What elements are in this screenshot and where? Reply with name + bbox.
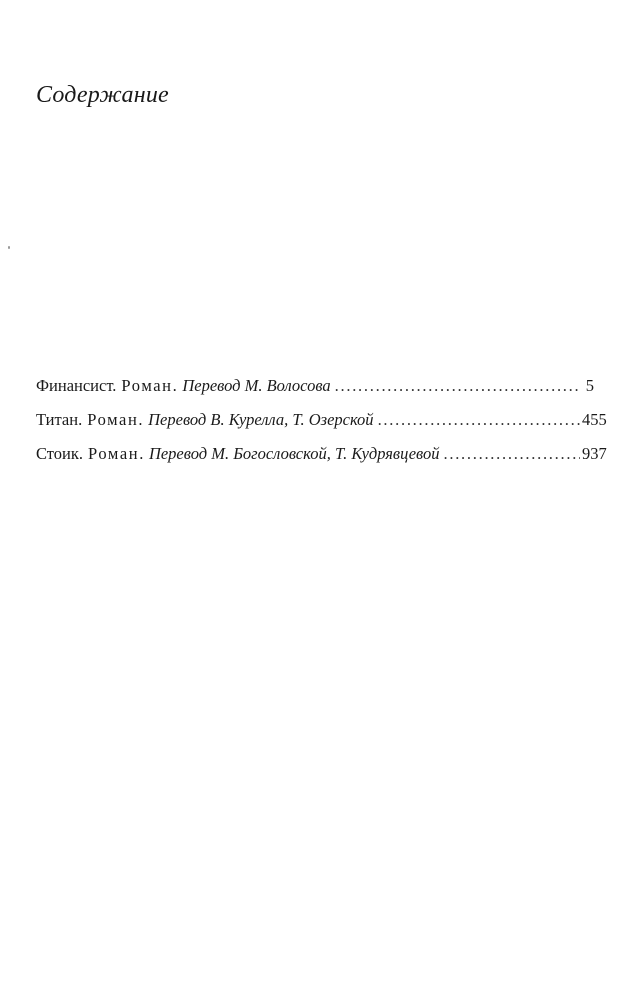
toc-entry-translator: Перевод В. Курелла, Т. Озерской [148, 410, 374, 429]
toc-entry-translator: Перевод М. Волосова [182, 376, 331, 395]
dot-leader [378, 410, 580, 430]
toc-entry-genre: Роман. [87, 410, 145, 429]
contents-heading: Содержание [36, 82, 169, 108]
toc-entry-genre: Роман. [121, 376, 179, 395]
toc-entry-page-number: 937 [582, 444, 607, 463]
toc-entry-titan [36, 410, 607, 444]
toc-entry-title: Стоик. [36, 444, 84, 463]
paper-speck [8, 246, 10, 249]
dot-leader [444, 444, 581, 464]
toc-entry-translator: Перевод М. Богословской, Т. Кудрявцевой [148, 444, 440, 463]
table-of-contents [36, 376, 607, 478]
toc-entry-page-number: 5 [585, 376, 594, 395]
toc-entry-title: Титан. [36, 410, 83, 429]
toc-entry-genre: Роман. [88, 444, 145, 463]
toc-entry-page-number: 455 [582, 410, 607, 429]
toc-entry-title: Финансист. [36, 376, 117, 395]
dot-leader [335, 376, 580, 396]
toc-entry-financier [36, 376, 594, 410]
toc-entry-stoic [36, 444, 607, 478]
